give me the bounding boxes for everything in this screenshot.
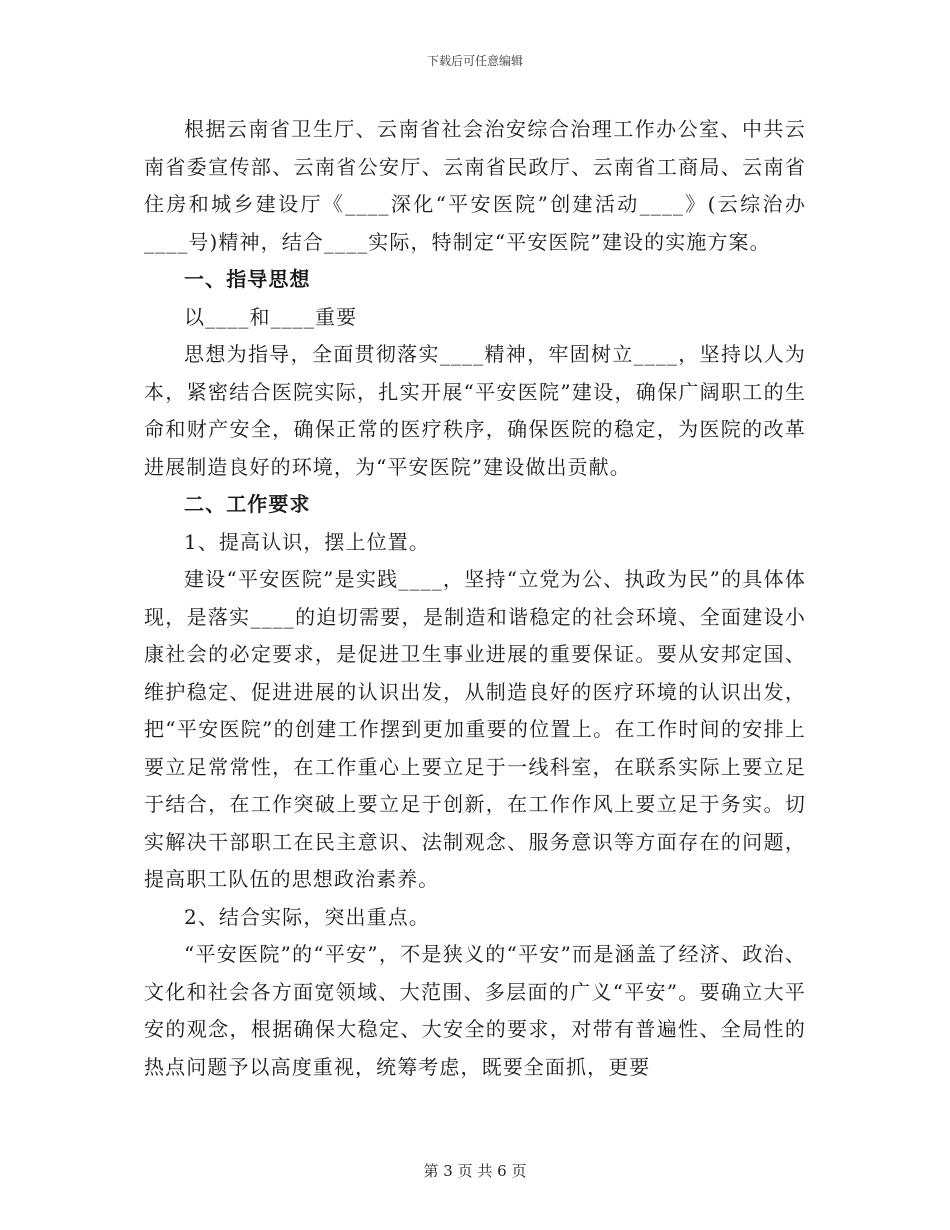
paragraph: 以____和____重要 bbox=[184, 304, 358, 329]
subheading: 1、提高认识，摆上位置。 bbox=[184, 529, 430, 554]
subheading: 2、结合实际，突出重点。 bbox=[184, 904, 430, 929]
page-header: 下载后可任意编辑 bbox=[426, 54, 523, 68]
section-heading-guiding-ideology: 一、指导思想 bbox=[184, 267, 311, 291]
paragraph: “平安医院”的“平安”，不是狭义的“平安”而是涵盖了经济、政治、文化和社会各方面宽领域、大范围、多层面的广义“平安”。要确立大平安的观念，根据确保大稳定、大安全的要求，对带有普遍性、全局性的热点问题予以高度重视，统筹考虑，既要全面抓，更要 bbox=[144, 942, 806, 1079]
paragraph-intro: 根据云南省卫生厅、云南省社会治安综合治理工作办公室、中共云南省委宣传部、云南省公安厅、云南省民政厅、云南省工商局、云南省住房和城乡建设厅《____深化“平安医院”创建活动____》(云综治办____号)精神，结合____实际，特制定“平安医院”建设的实施方案。 bbox=[144, 117, 806, 254]
section-heading-work-requirements: 二、工作要求 bbox=[184, 492, 311, 516]
page-number: 第 3 页 共 6 页 bbox=[423, 1162, 527, 1180]
paragraph: 思想为指导，全面贯彻落实____精神，牢固树立____，坚持以人为本，紧密结合医院实际，扎实开展“平安医院”建设，确保广阔职工的生命和财产安全，确保正常的医疗秩序，确保医院的稳定，为医院的改革进展制造良好的环境，为“平安医院”建设做出贡献。 bbox=[144, 342, 806, 479]
document-body bbox=[144, 111, 806, 1086]
paragraph: 建设“平安医院”是实践____，坚持“立党为公、执政为民”的具体体现，是落实____的迫切需要，是制造和谐稳定的社会环境、全面建设小康社会的必定要求，是促进卫生事业进展的重要保证。要从安邦定国、维护稳定、促进进展的认识出发，从制造良好的医疗环境的认识出发，把“平安医院”的创建工作摆到更加重要的位置上。在工作时间的安排上要立足常常性，在工作重心上要立足于一线科室，在联系实际上要立足于结合，在工作突破上要立足于创新，在工作作风上要立足于务实。切实解决干部职工在民主意识、法制观念、服务意识等方面存在的问题，提高职工队伍的思想政治素养。 bbox=[144, 567, 806, 891]
